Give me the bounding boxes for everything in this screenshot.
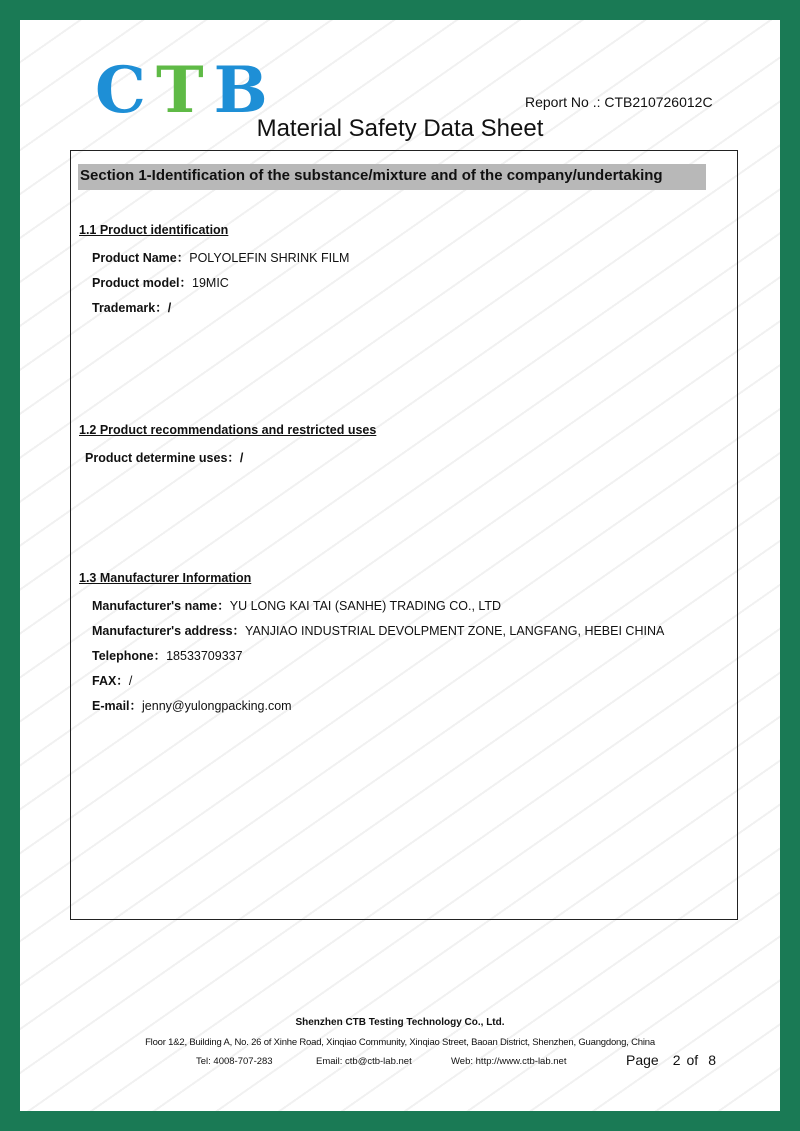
manufacturer-title: 1.3 Manufacturer Information [79, 571, 252, 585]
email-label: E-mail： [92, 699, 143, 713]
product-name-label: Product Name： [92, 251, 190, 265]
manufacturer-name-label: Manufacturer's name： [92, 599, 230, 613]
recommendations-title: 1.2 Product recommendations and restricted uses [79, 423, 377, 437]
product-model-value: 19MIC [192, 276, 229, 290]
trademark-label: Trademark： [92, 301, 168, 315]
trademark-value: / [167, 301, 172, 315]
telephone-label: Telephone： [92, 649, 167, 663]
product-uses-field [85, 448, 243, 466]
fax-field [92, 671, 132, 689]
page-label: Page [626, 1052, 659, 1068]
document-page [20, 20, 780, 1111]
product-uses-value: / [239, 451, 244, 465]
logo-letter-c: C [95, 53, 156, 128]
footer-tel: Tel: 4008-707-283 [196, 1056, 273, 1067]
page-total: 8 [708, 1052, 716, 1068]
section-heading: Section 1-Identification of the substance/mixture and of the company/undertaking [80, 167, 663, 184]
page-number [626, 1052, 716, 1068]
manufacturer-name-value: YU LONG KAI TAI (SANHE) TRADING CO., LTD [229, 599, 502, 613]
page-current: 2 [672, 1052, 681, 1068]
product-model-label: Product model： [92, 276, 193, 290]
manufacturer-name-field [92, 596, 501, 614]
logo-letter-b: B [213, 53, 278, 128]
footer-email: Email: ctb@ctb-lab.net [316, 1056, 412, 1067]
page-of: of [686, 1052, 699, 1068]
manufacturer-address-value: YANJIAO INDUSTRIAL DEVOLPMENT ZONE, LANGFANG, HEBEI CHINA [245, 624, 665, 638]
manufacturer-address-field [92, 621, 664, 639]
section-frame [70, 150, 738, 920]
email-value: jenny@yulongpacking.com [142, 699, 292, 713]
logo-letter-t: T [155, 53, 214, 128]
email-field [92, 696, 292, 714]
footer-web: Web: http://www.ctb-lab.net [451, 1056, 567, 1067]
document-title: Material Safety Data Sheet [256, 115, 544, 142]
product-uses-label: Product determine uses： [85, 451, 240, 465]
footer-company: Shenzhen CTB Testing Technology Co., Ltd. [295, 1017, 505, 1028]
telephone-value: 18533709337 [166, 649, 243, 663]
fax-value: / [128, 674, 133, 688]
footer-address: Floor 1&2, Building A, No. 26 of Xinhe Road, Xinqiao Community, Xinqiao Street, Baoan District, Shenzhen, Guangdong, China [145, 1037, 655, 1048]
product-identification-title: 1.1 Product identification [79, 223, 229, 237]
trademark-field [92, 298, 171, 316]
product-name-field [92, 248, 349, 266]
manufacturer-address-label: Manufacturer's address： [92, 624, 246, 638]
product-model-field [92, 273, 229, 291]
fax-label: FAX： [92, 674, 129, 688]
telephone-field [92, 646, 243, 664]
section-heading-bar [78, 164, 706, 190]
report-number: Report No .: CTB210726012C [525, 94, 713, 110]
product-name-value: POLYOLEFIN SHRINK FILM [189, 251, 350, 265]
